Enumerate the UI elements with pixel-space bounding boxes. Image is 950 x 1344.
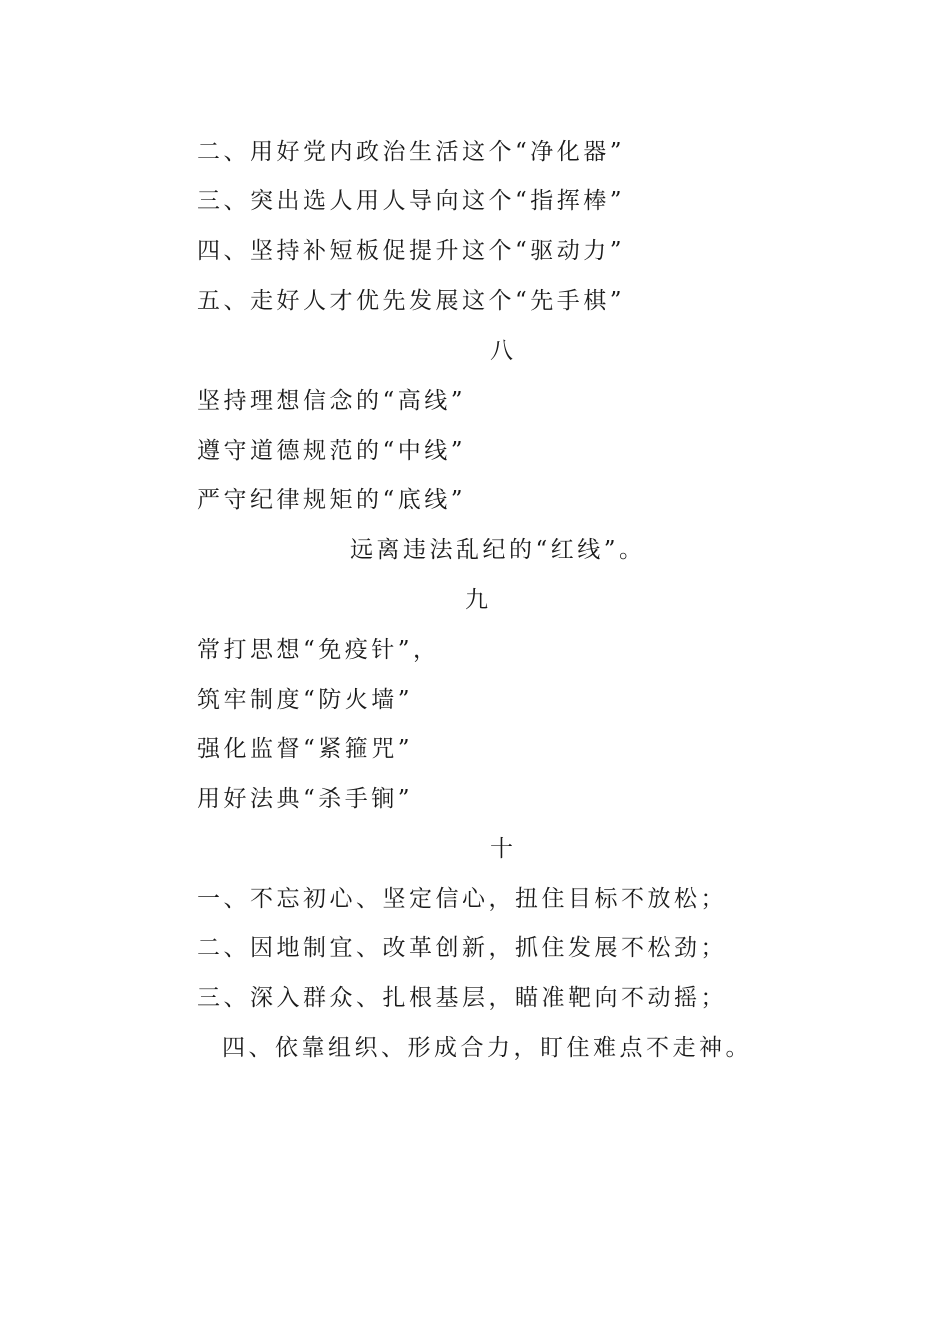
text-line: 三、突出选人用人导向这个“指挥棒” — [197, 188, 626, 214]
section-heading: 十 — [490, 836, 517, 862]
text-line: 四、坚持补短板促提升这个“驱动力” — [197, 238, 626, 264]
text-line: 二、用好党内政治生活这个“净化器” — [197, 139, 626, 165]
text-line: 遵守道德规范的“中线” — [197, 438, 467, 464]
text-line: 用好法典“杀手锏” — [197, 786, 414, 812]
text-line: 严守纪律规矩的“底线” — [197, 487, 467, 513]
text-line: 筑牢制度“防火墙” — [197, 687, 414, 713]
section-heading: 八 — [490, 338, 517, 364]
text-line: 一、不忘初心、坚定信心，扭住目标不放松； — [197, 886, 727, 912]
text-line: 远离违法乱纪的“红线”。 — [350, 537, 646, 563]
text-line: 四、依靠组织、形成合力，盯住难点不走神。 — [222, 1035, 752, 1061]
text-line: 三、深入群众、扎根基层，瞄准靶向不动摇； — [197, 985, 727, 1011]
text-line: 强化监督“紧箍咒” — [197, 736, 414, 762]
text-line: 二、因地制宜、改革创新，抓住发展不松劲； — [197, 935, 727, 961]
text-line: 五、走好人才优先发展这个“先手棋” — [197, 288, 626, 314]
text-line: 常打思想“免疫针”， — [197, 637, 440, 663]
text-line: 坚持理想信念的“高线” — [197, 388, 467, 414]
section-heading: 九 — [465, 587, 492, 613]
